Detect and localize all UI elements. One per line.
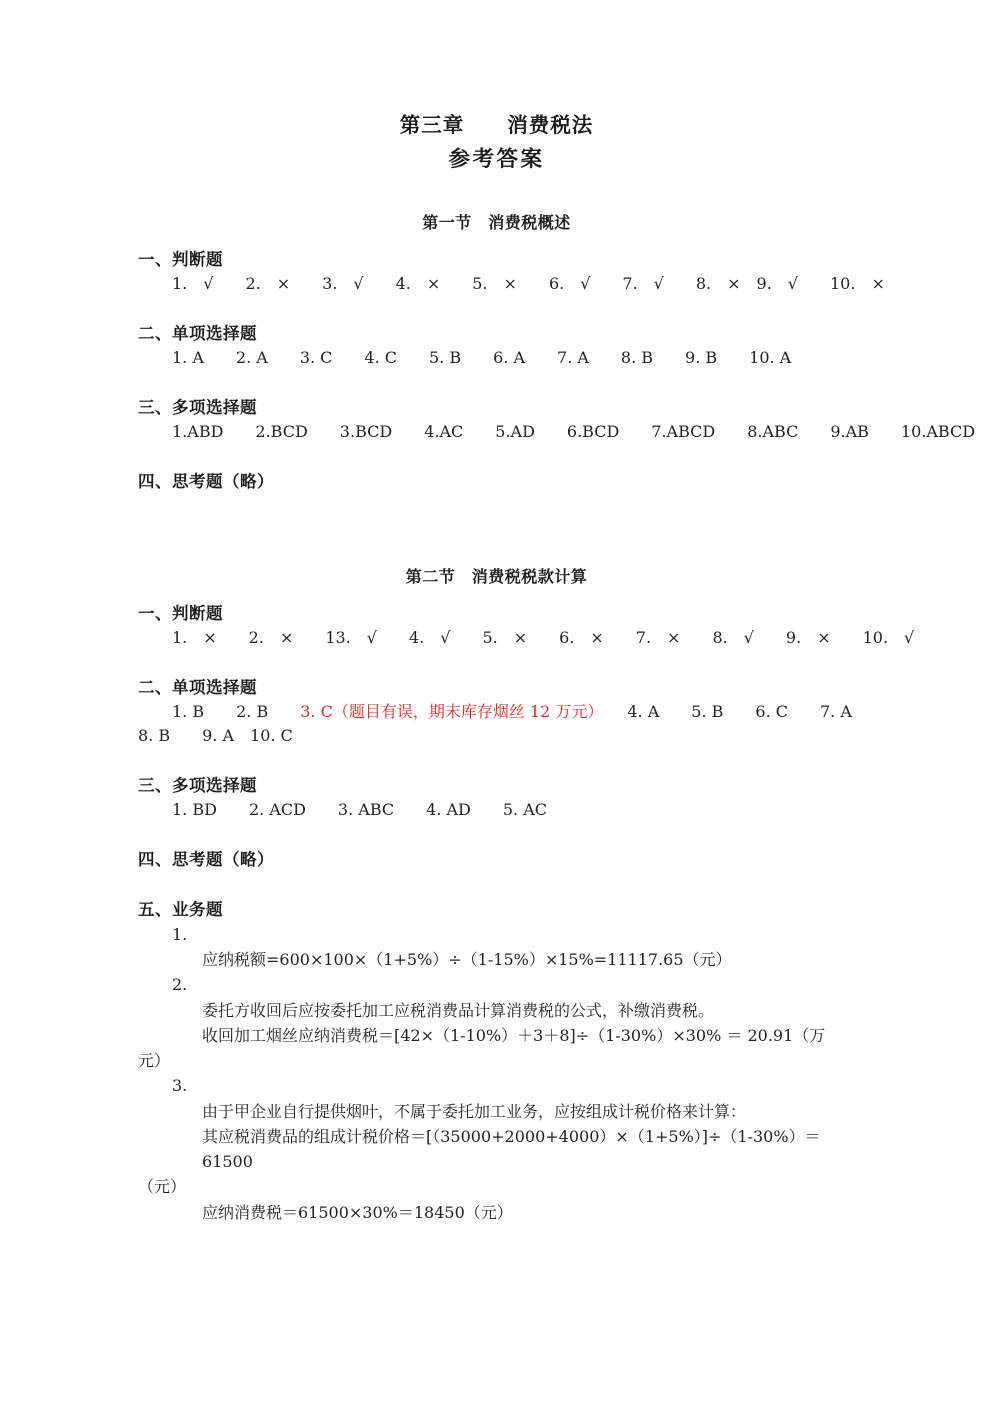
answers-s1-true-false: 1. √ 2. × 3. √ 4. × 5. × 6. √ 7. √ 8. × 9. √ 10. × [172, 274, 885, 293]
subheading-s1-multi-choice: 三、多项选择题 [138, 397, 257, 417]
exercise-3-line-3: （元） [138, 1177, 187, 1197]
spacer [138, 748, 855, 774]
spacer [138, 234, 855, 248]
exercise-1-line-1: 应纳税额=600×100×（1+5%）÷（1-15%）×15%=11117.65（元） [202, 950, 732, 970]
answers-s1-multi-choice: 1.ABD 2.BCD 3.BCD 4.AC 5.AD 6.BCD 7.ABCD 8.ABC 9.AB 10.ABCD [172, 421, 976, 441]
answer-correction-note: 3. C（题目有误，期末库存烟丝 12 万元） [300, 702, 596, 721]
spacer [138, 444, 855, 470]
subheading-s2-multi-choice: 三、多项选择题 [138, 776, 257, 795]
spacer [138, 650, 855, 676]
subheading-s2-thinking: 四、思考题（略） [138, 849, 274, 869]
subheading-s1-thinking: 四、思考题（略） [138, 471, 274, 491]
answers-s2-multi-choice: 1. BD 2. ACD 3. ABC 4. AD 5. AC [172, 799, 548, 819]
subheading-s1-true-false: 一、判断题 [138, 250, 223, 270]
section-heading-2: 第二节 消费税税款计算 [405, 566, 588, 586]
answers-s2-single-choice [138, 700, 855, 724]
exercise-3-line-4: 应纳消费税＝61500×30%＝18450（元） [202, 1202, 513, 1222]
subheading-s2-exercises: 五、业务题 [138, 899, 223, 919]
spacer [138, 872, 855, 898]
section-heading-1: 第一节 消费税概述 [422, 212, 571, 232]
spacer [138, 370, 855, 396]
answers-s1-single-choice: 1. A 2. A 3. C 4. C 5. B 6. A 7. A 8. B 9. B 10. A [172, 347, 792, 367]
exercise-number-2: 2. [172, 975, 188, 995]
spacer [138, 296, 855, 322]
exercise-2-line-3: 元） [138, 1051, 171, 1071]
answers-s2-single-choice-wrap: 8. B 9. A 10. C [138, 726, 293, 745]
subheading-s1-single-choice: 二、单项选择题 [138, 324, 257, 343]
answers-s2-true-false: 1. × 2. × 13. √ 4. √ 5. × 6. × 7. × 8. √ 9. × 10. √ [172, 628, 915, 648]
page-title: 第三章 消费税法 [399, 113, 594, 137]
exercise-2-line-2: 收回加工烟丝应纳消费税＝[42×（1-10%）＋3＋8]÷（1-30%）×30% ＝ 20.91（万 [202, 1025, 826, 1045]
subheading-s2-true-false: 一、判断题 [138, 604, 223, 624]
spacer [138, 588, 855, 602]
page-subtitle: 参考答案 [448, 146, 545, 172]
exercise-number-1: 1. [172, 924, 188, 944]
spacer [138, 822, 855, 848]
answers-s2-single-choice-before: 1. B 2. B [172, 702, 301, 721]
exercise-3-line-1: 由于甲企业自行提供烟叶，不属于委托加工业务，应按组成计税价格来计算： [202, 1101, 747, 1121]
spacer [138, 494, 855, 566]
exercise-2-line-1: 委托方收回后应按委托加工应税消费品计算消费税的公式，补缴消费税。 [202, 1000, 715, 1020]
exercise-number-3: 3. [172, 1076, 188, 1096]
answers-s2-single-choice-after: 4. A 5. B 6. C 7. A [595, 702, 852, 721]
exercise-3-line-2: 其应税消费品的组成计税价格＝[（35000+2000+4000）×（1+5%）]÷（1-30%）＝61500 [202, 1126, 821, 1172]
subheading-s2-single-choice: 二、单项选择题 [138, 678, 257, 698]
